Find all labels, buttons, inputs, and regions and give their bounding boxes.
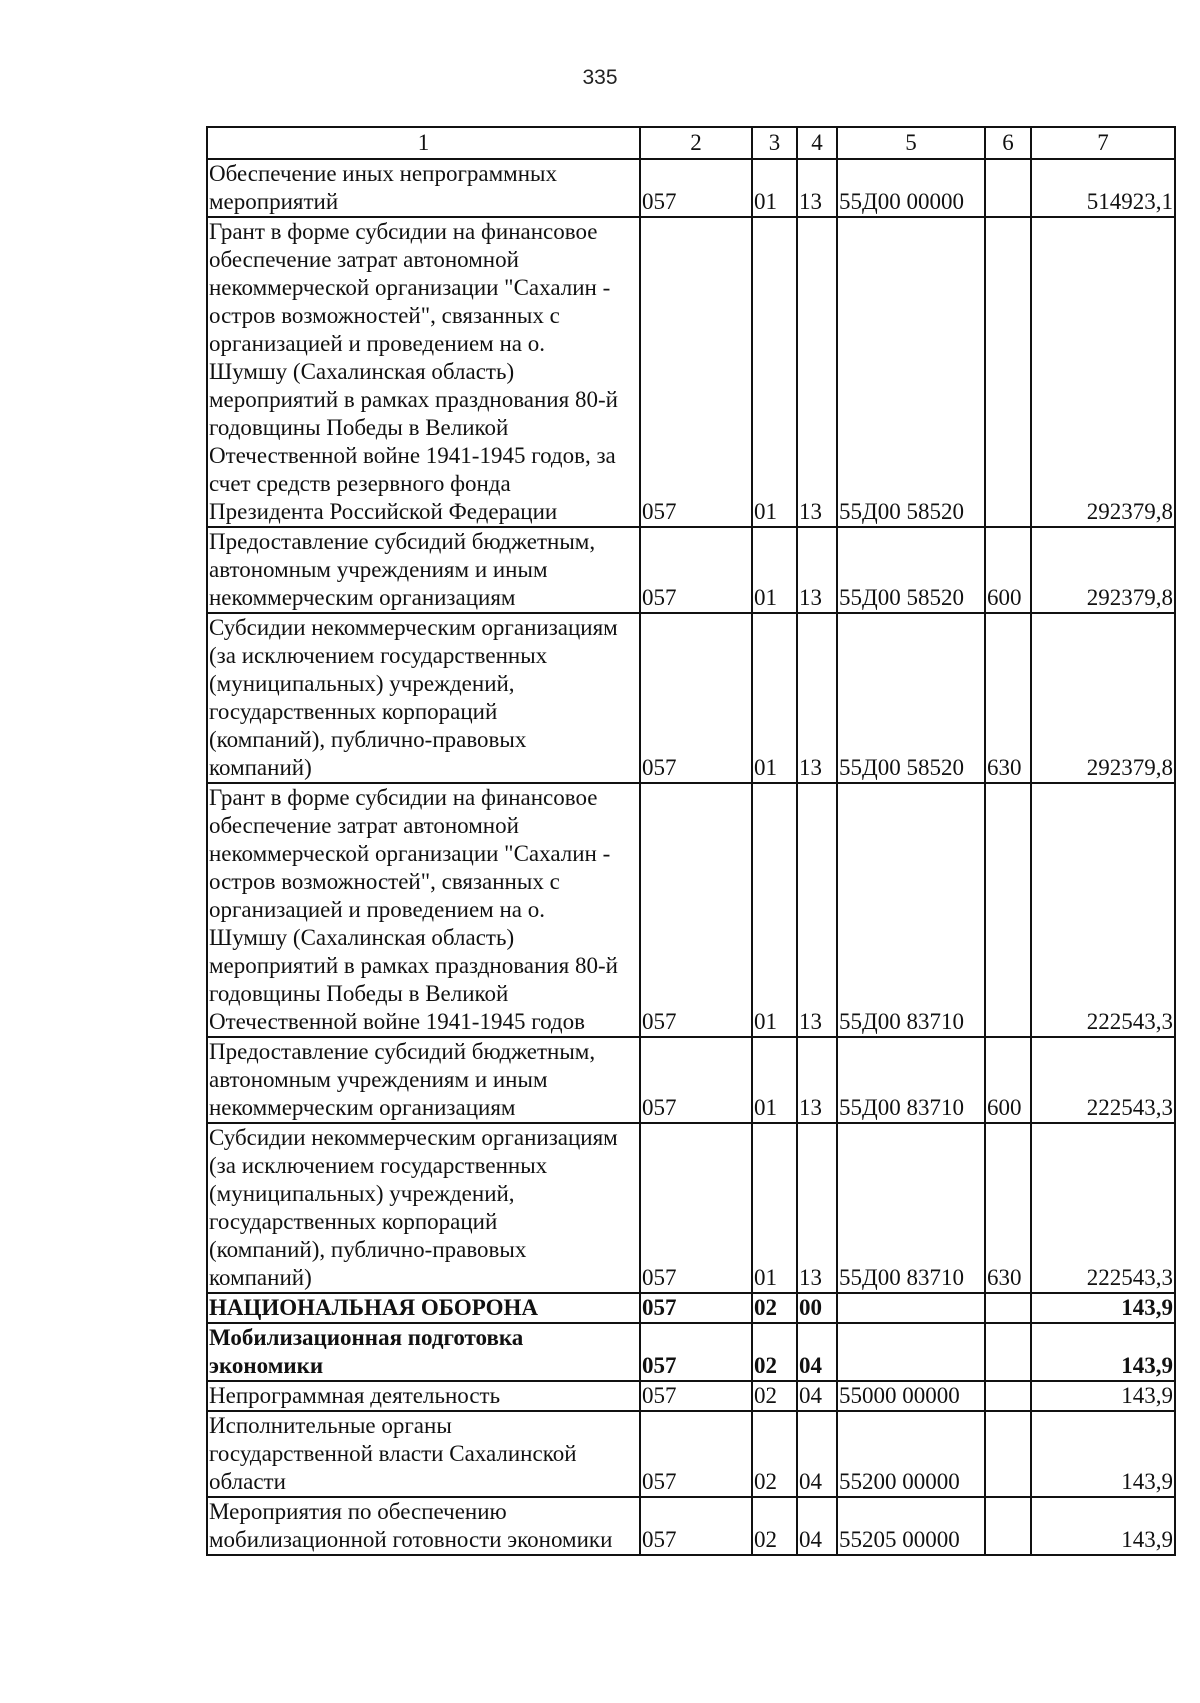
code-cell	[985, 783, 1031, 1037]
code-cell: 13	[797, 1123, 837, 1293]
amount-cell: 222543,3	[1031, 1123, 1175, 1293]
amount-cell: 292379,8	[1031, 613, 1175, 783]
table-row	[207, 527, 1175, 613]
row-name-cell: Грант в форме субсидии на финансовое обеспечение затрат автономной некоммерческой организации "Сахалин - остров возможностей", связанных с организацией и проведением на о. Шумшу (Сахалинская область) мероприятий в рамках празднования 80-й годовщины Победы в Великой Отечественной войне 1941-1945 годов	[207, 783, 640, 1037]
table-row	[207, 1381, 1175, 1411]
code-cell: 630	[985, 613, 1031, 783]
amount-cell: 143,9	[1031, 1497, 1175, 1555]
table-row	[207, 783, 1175, 1037]
amount-cell: 222543,3	[1031, 783, 1175, 1037]
table-header-row	[207, 127, 1175, 159]
budget-table	[206, 126, 1176, 1556]
code-cell: 02	[752, 1411, 797, 1497]
amount-cell: 222543,3	[1031, 1037, 1175, 1123]
code-cell	[985, 1497, 1031, 1555]
amount-cell: 292379,8	[1031, 527, 1175, 613]
code-cell: 01	[752, 783, 797, 1037]
code-cell: 057	[640, 1381, 752, 1411]
code-cell: 13	[797, 159, 837, 217]
code-cell: 55Д00 83710	[837, 1123, 985, 1293]
code-cell: 02	[752, 1323, 797, 1381]
code-cell: 02	[752, 1293, 797, 1323]
code-cell: 04	[797, 1381, 837, 1411]
code-cell: 13	[797, 1037, 837, 1123]
code-cell: 057	[640, 159, 752, 217]
column-header: 3	[752, 127, 797, 159]
code-cell: 55Д00 58520	[837, 527, 985, 613]
code-cell	[985, 1381, 1031, 1411]
code-cell	[985, 217, 1031, 527]
code-cell	[837, 1293, 985, 1323]
row-name-cell: Предоставление субсидий бюджетным, автономным учреждениям и иным некоммерческим организациям	[207, 1037, 640, 1123]
amount-cell: 143,9	[1031, 1411, 1175, 1497]
code-cell: 057	[640, 1497, 752, 1555]
code-cell: 057	[640, 527, 752, 613]
amount-cell: 292379,8	[1031, 217, 1175, 527]
amount-cell: 143,9	[1031, 1293, 1175, 1323]
table-row	[207, 1293, 1175, 1323]
row-name-cell: Субсидии некоммерческим организациям (за исключением государственных (муниципальных) учреждений, государственных корпораций (компаний), публично-правовых компаний)	[207, 613, 640, 783]
table-row	[207, 613, 1175, 783]
code-cell: 13	[797, 613, 837, 783]
column-header: 5	[837, 127, 985, 159]
row-name-cell: Исполнительные органы государственной власти Сахалинской области	[207, 1411, 640, 1497]
code-cell: 02	[752, 1381, 797, 1411]
row-name-cell: Грант в форме субсидии на финансовое обеспечение затрат автономной некоммерческой организации "Сахалин - остров возможностей", связанных с организацией и проведением на о. Шумшу (Сахалинская область) мероприятий в рамках празднования 80-й годовщины Победы в Великой Отечественной войне 1941-1945 годов, за счет средств резервного фонда Президента Российской Федерации	[207, 217, 640, 527]
column-header: 4	[797, 127, 837, 159]
table-row	[207, 217, 1175, 527]
table-row	[207, 1497, 1175, 1555]
row-name-cell: Непрограммная деятельность	[207, 1381, 640, 1411]
row-name-cell: Мобилизационная подготовка экономики	[207, 1323, 640, 1381]
code-cell: 13	[797, 217, 837, 527]
code-cell: 057	[640, 783, 752, 1037]
row-name-cell: Предоставление субсидий бюджетным, автономным учреждениям и иным некоммерческим организациям	[207, 527, 640, 613]
table-row	[207, 1037, 1175, 1123]
code-cell: 55000 00000	[837, 1381, 985, 1411]
table-body	[207, 127, 1175, 1555]
row-name-cell: НАЦИОНАЛЬНАЯ ОБОРОНА	[207, 1293, 640, 1323]
row-name-cell: Мероприятия по обеспечению мобилизационной готовности экономики	[207, 1497, 640, 1555]
code-cell: 04	[797, 1411, 837, 1497]
amount-cell: 143,9	[1031, 1381, 1175, 1411]
code-cell: 55Д00 83710	[837, 783, 985, 1037]
column-header: 6	[985, 127, 1031, 159]
code-cell	[985, 1323, 1031, 1381]
code-cell: 00	[797, 1293, 837, 1323]
code-cell: 01	[752, 1037, 797, 1123]
code-cell: 057	[640, 1323, 752, 1381]
code-cell: 057	[640, 1037, 752, 1123]
table-row	[207, 159, 1175, 217]
code-cell	[985, 1293, 1031, 1323]
code-cell	[837, 1323, 985, 1381]
code-cell	[985, 1411, 1031, 1497]
code-cell: 04	[797, 1323, 837, 1381]
amount-cell: 514923,1	[1031, 159, 1175, 217]
amount-cell: 143,9	[1031, 1323, 1175, 1381]
code-cell: 600	[985, 527, 1031, 613]
code-cell: 057	[640, 217, 752, 527]
code-cell: 55Д00 58520	[837, 613, 985, 783]
page-number: 335	[582, 66, 618, 89]
code-cell: 057	[640, 613, 752, 783]
code-cell: 01	[752, 159, 797, 217]
code-cell: 057	[640, 1411, 752, 1497]
table-row	[207, 1323, 1175, 1381]
code-cell: 02	[752, 1497, 797, 1555]
code-cell: 55Д00 00000	[837, 159, 985, 217]
table-row	[207, 1411, 1175, 1497]
code-cell: 600	[985, 1037, 1031, 1123]
row-name-cell: Субсидии некоммерческим организациям (за исключением государственных (муниципальных) учреждений, государственных корпораций (компаний), публично-правовых компаний)	[207, 1123, 640, 1293]
code-cell	[985, 159, 1031, 217]
code-cell: 01	[752, 613, 797, 783]
code-cell: 55200 00000	[837, 1411, 985, 1497]
code-cell: 55205 00000	[837, 1497, 985, 1555]
code-cell: 057	[640, 1293, 752, 1323]
table-row	[207, 1123, 1175, 1293]
code-cell: 01	[752, 527, 797, 613]
code-cell: 55Д00 58520	[837, 217, 985, 527]
column-header: 2	[640, 127, 752, 159]
code-cell: 01	[752, 217, 797, 527]
code-cell: 630	[985, 1123, 1031, 1293]
code-cell: 01	[752, 1123, 797, 1293]
code-cell: 057	[640, 1123, 752, 1293]
code-cell: 13	[797, 783, 837, 1037]
column-header: 7	[1031, 127, 1175, 159]
code-cell: 04	[797, 1497, 837, 1555]
code-cell: 13	[797, 527, 837, 613]
code-cell: 55Д00 83710	[837, 1037, 985, 1123]
row-name-cell: Обеспечение иных непрограммных мероприятий	[207, 159, 640, 217]
column-header: 1	[207, 127, 640, 159]
